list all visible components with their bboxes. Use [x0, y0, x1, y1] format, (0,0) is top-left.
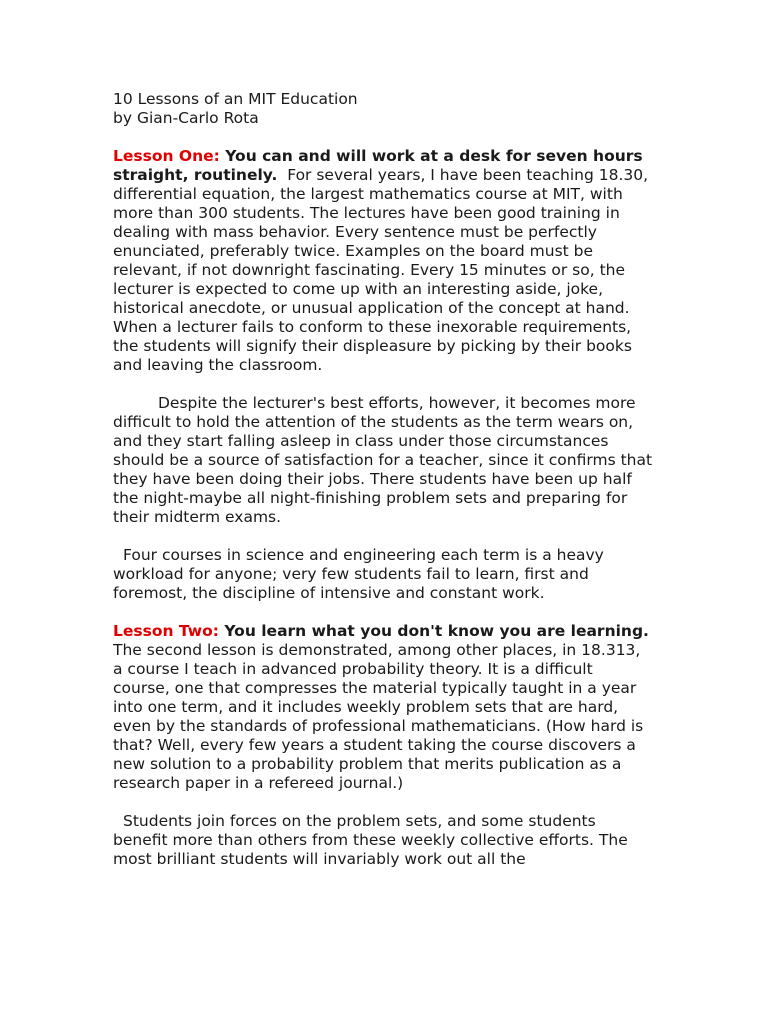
paragraph-2: Despite the lecturer's best efforts, however, it becomes more difficult to hold the attention of the students as the term wears on, and they start falling asleep in class under those circumstances should be a source of satisfaction for a teacher, since it confirms that they have been doing their jobs. There students have been up half the night-maybe all night-finishing problem sets and preparing for their midterm exams.: [113, 394, 653, 526]
title-block: [113, 90, 653, 128]
paragraph-lesson-two: [113, 622, 653, 793]
lesson-one-label: Lesson One:: [113, 147, 220, 165]
paragraph-3: Four courses in science and engineering each term is a heavy workload for anyone; very few students fail to learn, first and foremost, the discipline of intensive and constant work.: [113, 546, 604, 602]
lesson-two-label: Lesson Two:: [113, 622, 219, 640]
lesson-two-body: The second lesson is demonstrated, among other places, in 18.313, a course I teach in advanced probability theory. It is a difficult course, one that compresses the material typically taught in a year into one term, and it includes weekly problem sets that are hard, even by the standards of professional mathematicians. (How hard is that? Well, every few years a student taking the course discovers a new solution to a probability problem that merits publication as a research paper in a refereed journal.): [113, 641, 644, 792]
paragraph-5: Students join forces on the problem sets, and some students benefit more than others from these weekly collective efforts. The most brilliant students will invariably work out all the: [113, 812, 628, 868]
lesson-one-heading: You can and will work at a desk for seven hours straight, routinely.: [113, 147, 643, 184]
paragraph-lesson-one: [113, 147, 653, 375]
document-title: 10 Lessons of an MIT Education: [113, 90, 358, 108]
document-page: [113, 90, 653, 888]
document-author: by Gian-Carlo Rota: [113, 109, 259, 127]
lesson-one-body: For several years, I have been teaching 18.30, differential equation, the largest mathematics course at MIT, with more than 300 students. The lectures have been good training in dealing with mass behavior. Every sentence must be perfectly enunciated, preferably twice. Examples on the board must be relevant, if not downright fascinating. Every 15 minutes or so, the lecturer is expected to come up with an interesting aside, joke, historical anecdote, or unusual application of the concept at hand. When a lecturer fails to conform to these inexorable requirements, the students will signify their displeasure by picking by their books and leaving the classroom.: [113, 166, 654, 374]
lesson-two-heading: You learn what you don't know you are learning.: [218, 622, 649, 640]
